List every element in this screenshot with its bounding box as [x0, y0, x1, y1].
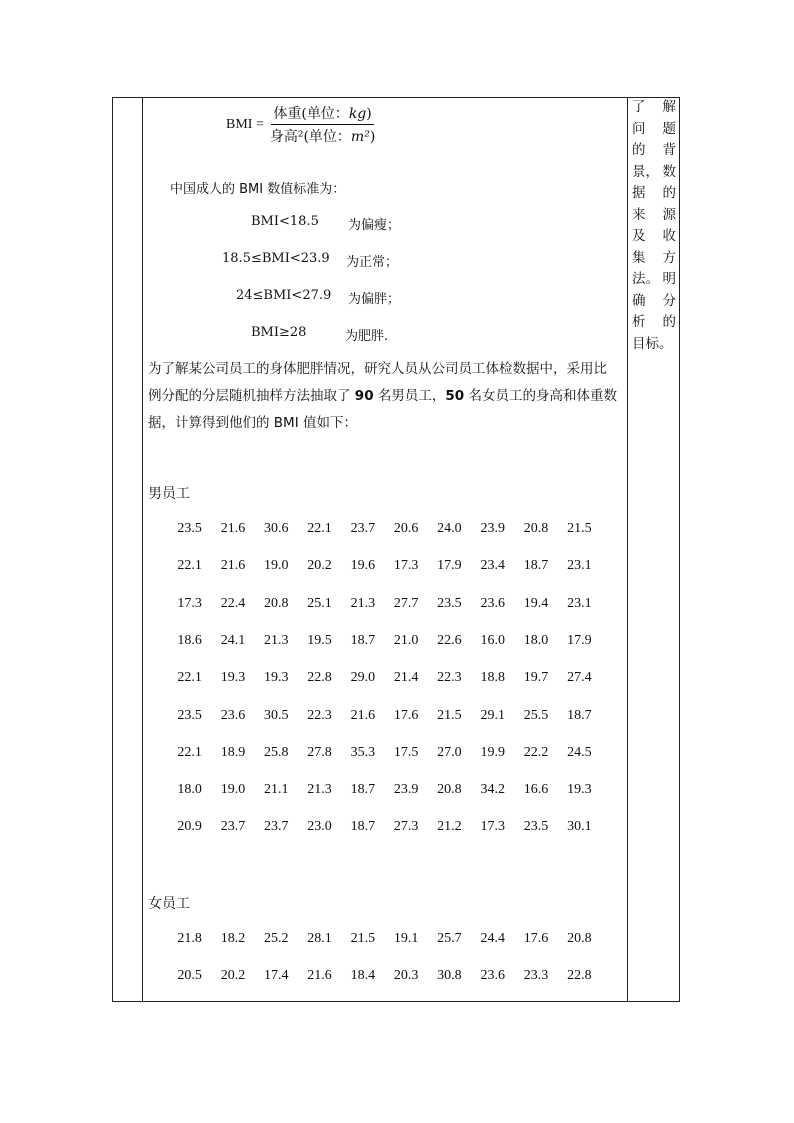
bmi-value: 20.2	[220, 968, 246, 984]
bmi-value: 30.5	[263, 707, 289, 723]
bmi-value: 18.7	[523, 558, 549, 574]
standard-range: BMI<18.5	[251, 214, 319, 229]
formula-lhs: BMI =	[226, 116, 264, 132]
side-note-line	[632, 312, 676, 334]
side-note-char: 分	[662, 292, 676, 309]
bmi-value: 18.0	[523, 632, 549, 648]
side-note-line	[632, 183, 676, 205]
bmi-value: 23.7	[350, 521, 376, 536]
bmi-value: 22.1	[177, 744, 202, 760]
side-note-char: 来	[632, 206, 646, 223]
male-section-title: 男员工	[148, 486, 190, 502]
standard-label: 为肥胖.	[345, 329, 389, 344]
numerator-text: 体重(单位：	[273, 106, 349, 122]
bmi-value: 20.8	[523, 521, 549, 536]
side-note-line	[632, 226, 676, 248]
bmi-value: 18.7	[350, 782, 376, 798]
denominator-close: )	[369, 129, 376, 145]
bmi-value: 29.1	[480, 707, 505, 723]
side-note-line	[632, 140, 676, 162]
denominator-unit: m²	[350, 129, 370, 145]
bmi-value: 20.8	[437, 782, 462, 798]
bmi-value: 23.9	[393, 782, 419, 798]
female-count: 50	[445, 388, 465, 404]
bmi-value: 25.7	[437, 931, 462, 946]
formula-denominator	[268, 125, 377, 146]
bmi-value: 22.8	[307, 670, 332, 686]
side-note-char: 的	[662, 185, 676, 201]
denominator-text: 身高²(单位：	[269, 129, 351, 145]
bmi-value: 21.4	[393, 670, 419, 686]
bmi-value: 23.0	[307, 819, 332, 835]
side-note-char: 的	[632, 142, 646, 158]
bmi-value: 17.9	[567, 632, 592, 648]
bmi-value: 25.1	[307, 595, 332, 611]
side-note-char: 集	[632, 249, 646, 266]
bmi-value: 27.4	[567, 670, 592, 686]
bmi-value: 25.5	[523, 707, 549, 723]
bmi-value: 21.6	[220, 521, 246, 536]
column-divider-right	[627, 97, 628, 1002]
standard-label: 为偏瘦；	[348, 218, 401, 233]
bmi-value: 22.3	[437, 670, 462, 686]
column-divider-left	[142, 97, 143, 1002]
bmi-value: 21.5	[437, 707, 462, 723]
bmi-value: 20.3	[393, 968, 419, 984]
bmi-value: 21.8	[177, 931, 202, 946]
bmi-value: 25.2	[263, 931, 289, 946]
side-note-char: 明	[662, 271, 676, 287]
bmi-value: 19.3	[220, 670, 246, 686]
bmi-value: 21.3	[350, 595, 376, 611]
bmi-value: 19.1	[393, 931, 419, 946]
numerator-unit: kg	[348, 106, 367, 122]
female-section-title: 女员工	[148, 896, 190, 912]
bmi-value: 23.6	[480, 968, 505, 984]
side-note-char: 据	[632, 185, 646, 201]
bmi-value: 17.6	[523, 931, 549, 946]
bmi-value: 19.3	[567, 782, 592, 798]
bmi-value: 23.4	[480, 558, 505, 574]
bmi-value: 16.6	[523, 782, 549, 798]
side-note-char: 背	[662, 142, 676, 158]
bmi-value: 18.2	[220, 931, 246, 946]
side-note-line	[632, 97, 676, 119]
bmi-row	[168, 968, 601, 984]
side-note-char: 法。	[632, 271, 659, 287]
bmi-value: 23.1	[567, 558, 592, 574]
side-note-char: 题	[662, 120, 676, 137]
male-count: 90	[354, 388, 374, 404]
bmi-value: 17.4	[263, 968, 289, 984]
bmi-formula	[226, 103, 377, 146]
bmi-value: 21.1	[263, 782, 289, 798]
side-note-line	[632, 119, 676, 141]
bmi-value: 25.8	[263, 744, 289, 760]
bmi-value: 24.5	[567, 744, 592, 760]
bmi-value: 20.6	[393, 521, 419, 536]
formula-fraction	[268, 103, 377, 146]
bmi-row	[168, 931, 601, 947]
side-note-line	[632, 334, 676, 356]
bmi-value: 27.8	[307, 744, 332, 760]
bmi-value: 20.5	[177, 968, 202, 984]
standard-range: BMI≥28	[251, 325, 307, 340]
bmi-value: 22.6	[437, 632, 462, 648]
bmi-value: 19.3	[263, 670, 289, 686]
standard-range: 24≤BMI<27.9	[236, 288, 332, 303]
bmi-value: 18.9	[220, 744, 246, 760]
standard-label: 为正常；	[346, 255, 399, 270]
bmi-value: 34.2	[480, 782, 505, 798]
numerator-close: )	[366, 106, 372, 122]
bmi-value: 23.5	[177, 521, 202, 536]
bmi-value: 17.3	[177, 595, 202, 611]
side-note-line	[632, 269, 676, 291]
bmi-value: 20.8	[263, 595, 289, 611]
bmi-value: 18.8	[480, 670, 505, 686]
paragraph-text-1: 为了解某公司员工的身体肥胖情况，研究人员从公司员工体检数据中，采用比例分配的分层随机抽样方法抽取了	[148, 361, 607, 404]
bmi-value: 23.9	[480, 521, 505, 536]
bmi-value: 22.1	[307, 521, 332, 536]
bmi-value: 24.1	[220, 632, 246, 648]
standard-range: 18.5≤BMI<23.9	[222, 251, 330, 266]
bmi-value: 24.0	[437, 521, 462, 536]
bmi-value: 23.5	[523, 819, 549, 835]
bmi-value: 20.9	[177, 819, 202, 835]
bmi-value: 19.6	[350, 558, 376, 574]
bmi-row	[168, 745, 601, 761]
side-note-line	[632, 248, 676, 270]
bmi-value: 20.2	[307, 558, 332, 574]
bmi-value: 22.1	[177, 670, 202, 686]
bmi-row	[168, 819, 601, 835]
bmi-value: 28.1	[307, 931, 332, 946]
bmi-value: 21.5	[567, 521, 592, 536]
bmi-value: 24.4	[480, 931, 505, 946]
paragraph-text-3: 名女员工的身高和体重数据，计算得到他们的 BMI 值如下：	[148, 388, 617, 431]
bmi-value: 30.6	[263, 521, 289, 536]
bmi-value: 18.7	[350, 632, 376, 648]
bmi-value: 19.0	[220, 782, 246, 798]
bmi-value: 17.9	[437, 558, 462, 574]
side-note-char: 的	[662, 314, 676, 330]
bmi-value: 22.4	[220, 595, 246, 611]
bmi-value: 23.5	[437, 595, 462, 611]
bmi-value: 23.1	[567, 595, 592, 611]
side-note-char: 问	[632, 120, 646, 137]
bmi-value: 23.6	[480, 595, 505, 611]
side-note-char: 了	[632, 99, 646, 115]
bmi-value: 21.3	[307, 782, 332, 798]
bmi-value: 18.6	[177, 632, 202, 648]
bmi-row	[168, 708, 601, 724]
bmi-value: 17.3	[393, 558, 419, 574]
bmi-value: 18.0	[177, 782, 202, 798]
paragraph-text-2: 名男员工，	[373, 388, 446, 404]
bmi-value: 29.0	[350, 670, 376, 686]
standard-intro: 中国成人的 BMI 数值标准为：	[170, 182, 346, 197]
standard-label: 为偏胖；	[348, 292, 401, 307]
side-note-line	[632, 205, 676, 227]
bmi-value: 18.7	[567, 707, 592, 723]
bmi-value: 27.7	[393, 595, 419, 611]
side-note-char: 确	[632, 292, 646, 309]
problem-paragraph	[148, 356, 618, 437]
bmi-value: 30.1	[567, 819, 592, 835]
side-note	[632, 97, 676, 355]
bmi-value: 19.0	[263, 558, 289, 574]
side-note-line	[632, 162, 676, 184]
bmi-value: 17.5	[393, 744, 419, 760]
bmi-value: 23.7	[220, 819, 246, 835]
bmi-value: 22.3	[307, 707, 332, 723]
bmi-value: 23.6	[220, 707, 246, 723]
bmi-value: 17.3	[480, 819, 505, 835]
bmi-value: 23.5	[177, 707, 202, 723]
bmi-value: 21.3	[263, 632, 289, 648]
side-note-char: 收	[662, 228, 676, 244]
side-note-char: 目标。	[632, 335, 673, 352]
bmi-value: 19.7	[523, 670, 549, 686]
bmi-value: 19.5	[307, 632, 332, 648]
side-note-char: 及	[632, 228, 646, 244]
side-note-char: 析	[632, 314, 646, 330]
bmi-value: 18.4	[350, 968, 376, 984]
bmi-value: 35.3	[350, 744, 376, 760]
side-note-char: 数	[662, 163, 676, 180]
side-note-char: 方	[662, 249, 676, 266]
bmi-value: 30.8	[437, 968, 462, 984]
bmi-row	[168, 558, 601, 574]
bmi-value: 21.0	[393, 632, 419, 648]
side-note-char: 源	[662, 206, 676, 223]
bmi-value: 21.5	[350, 931, 376, 946]
bmi-value: 21.6	[350, 707, 376, 723]
bmi-row	[168, 782, 601, 798]
bmi-row	[168, 633, 601, 649]
formula-numerator	[271, 103, 373, 125]
bmi-value: 19.9	[480, 744, 505, 760]
bmi-value: 23.7	[263, 819, 289, 835]
bmi-value: 23.3	[523, 968, 549, 984]
side-note-line	[632, 291, 676, 313]
bmi-value: 22.2	[523, 744, 549, 760]
bmi-value: 19.4	[523, 595, 549, 611]
bmi-value: 27.3	[393, 819, 419, 835]
bmi-value: 17.6	[393, 707, 419, 723]
bmi-value: 27.0	[437, 744, 462, 760]
bmi-value: 16.0	[480, 632, 505, 648]
bmi-row	[168, 596, 601, 612]
bmi-row	[168, 670, 601, 686]
bmi-value: 18.7	[350, 819, 376, 835]
bmi-value: 21.6	[220, 558, 246, 574]
bmi-value: 22.1	[177, 558, 202, 574]
bmi-value: 21.2	[437, 819, 462, 835]
bmi-row	[168, 521, 601, 537]
side-note-char: 景，	[632, 163, 659, 180]
side-note-char: 解	[662, 99, 676, 115]
bmi-value: 21.6	[307, 968, 332, 984]
bmi-value: 22.8	[567, 968, 592, 984]
bmi-value: 20.8	[567, 931, 592, 946]
